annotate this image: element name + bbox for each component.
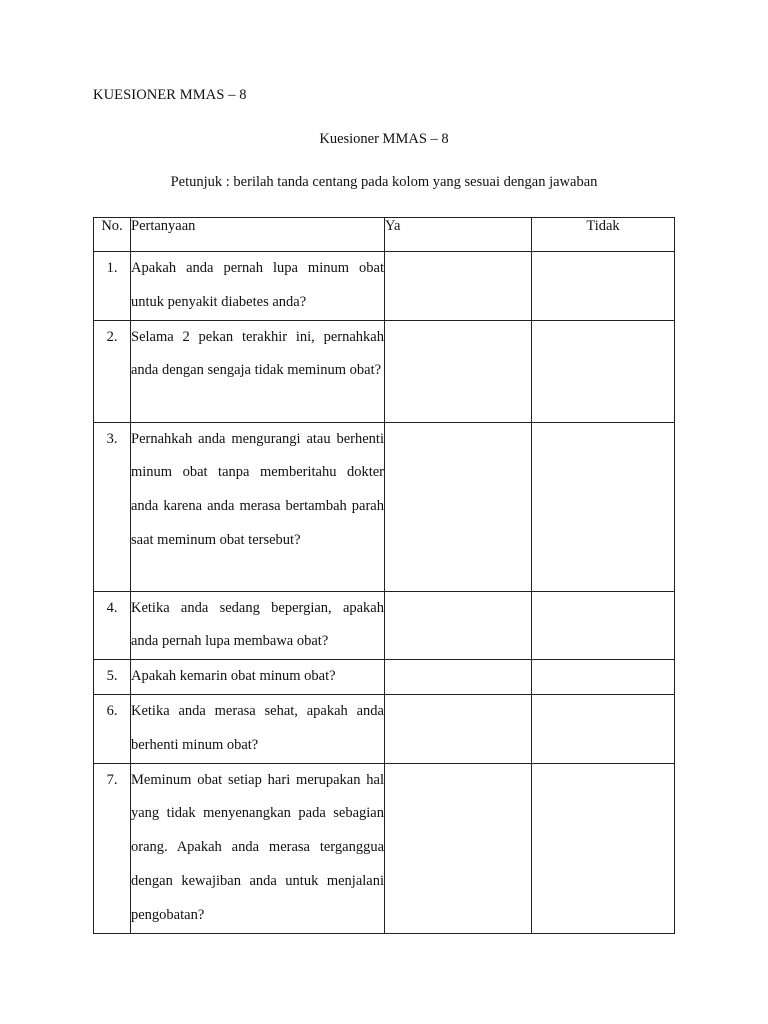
answer-no-cell[interactable] (532, 763, 675, 933)
answer-yes-cell[interactable] (385, 320, 532, 422)
column-header-question: Pertanyaan (131, 218, 385, 252)
table-header-row (94, 218, 675, 252)
table-row (94, 422, 675, 591)
answer-no-cell[interactable] (532, 422, 675, 591)
answer-yes-cell[interactable] (385, 591, 532, 660)
question-number: 7. (94, 763, 131, 933)
question-text: Apakah anda pernah lupa minum obat untuk penyakit diabetes anda? (131, 252, 385, 321)
table-row (94, 320, 675, 422)
answer-yes-cell[interactable] (385, 660, 532, 695)
question-text: Ketika anda merasa sehat, apakah anda berhenti minum obat? (131, 694, 385, 763)
table-row (94, 591, 675, 660)
column-header-no: No. (94, 218, 131, 252)
question-text: Apakah kemarin obat minum obat? (131, 660, 385, 695)
document-header: KUESIONER MMAS – 8 (93, 87, 247, 103)
question-number: 1. (94, 252, 131, 321)
question-text: Meminum obat setiap hari merupakan hal yang tidak menyenangkan pada sebagian orang. Apakah anda merasa terganggua dengan kewajiban anda untuk menjalani pengobatan? (131, 763, 385, 933)
table-row (94, 660, 675, 695)
answer-no-cell[interactable] (532, 591, 675, 660)
table-row (94, 252, 675, 321)
question-text: Selama 2 pekan terakhir ini, pernahkah anda dengan sengaja tidak meminum obat? (131, 320, 385, 422)
questionnaire-table (93, 217, 675, 934)
answer-yes-cell[interactable] (385, 763, 532, 933)
question-number: 4. (94, 591, 131, 660)
table-row (94, 694, 675, 763)
answer-yes-cell[interactable] (385, 252, 532, 321)
answer-yes-cell[interactable] (385, 694, 532, 763)
answer-no-cell[interactable] (532, 320, 675, 422)
question-number: 3. (94, 422, 131, 591)
column-header-no-answer: Tidak (532, 218, 675, 252)
questionnaire-title: Kuesioner MMAS – 8 (319, 131, 449, 147)
table-row (94, 763, 675, 933)
question-number: 5. (94, 660, 131, 695)
column-header-yes: Ya (385, 218, 532, 252)
answer-no-cell[interactable] (532, 660, 675, 695)
answer-no-cell[interactable] (532, 694, 675, 763)
answer-yes-cell[interactable] (385, 422, 532, 591)
question-number: 6. (94, 694, 131, 763)
answer-no-cell[interactable] (532, 252, 675, 321)
question-number: 2. (94, 320, 131, 422)
instruction-text: Petunjuk : berilah tanda centang pada kolom yang sesuai dengan jawaban (170, 174, 598, 190)
question-text: Ketika anda sedang bepergian, apakah anda pernah lupa membawa obat? (131, 591, 385, 660)
question-text: Pernahkah anda mengurangi atau berhenti minum obat tanpa memberitahu dokter anda karena anda merasa bertambah parah saat meminum obat tersebut? (131, 422, 385, 591)
